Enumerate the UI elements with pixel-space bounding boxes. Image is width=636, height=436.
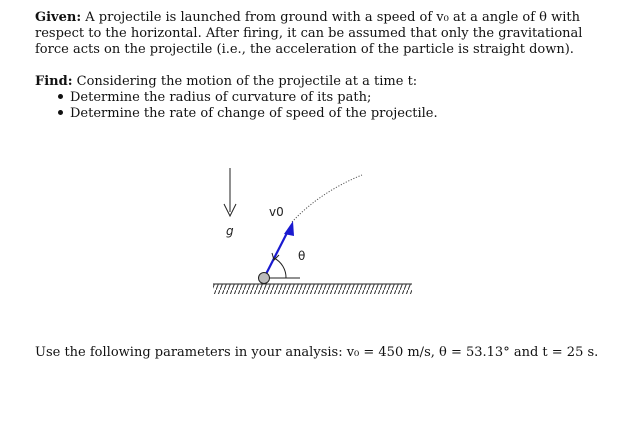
list-item-text: Determine the rate of change of speed of the projectile. xyxy=(70,106,438,121)
ground-hatching xyxy=(213,284,412,294)
list-item-text: Determine the radius of curvature of its path; xyxy=(70,90,372,105)
gravity-label: g xyxy=(226,224,234,238)
velocity-label: v0 xyxy=(269,205,284,219)
angle-arc xyxy=(274,258,286,278)
find-text: Considering the motion of the projectile at a time t: xyxy=(76,74,418,89)
parameters-paragraph: Use the following parameters in your analysis: v₀ = 450 m/s, θ = 53.13° and t = 25 s. xyxy=(35,345,599,360)
angle-label: θ xyxy=(298,249,306,263)
gravity-arrow xyxy=(224,168,236,216)
find-label: Find: xyxy=(35,74,73,89)
given-text: A projectile is launched from ground with a speed of v₀ at a angle of θ with respect to the horizontal. After firing, it can be assumed that only the gravitational force acts on the projectile (i.e., the acceleration of the particle is straight down). xyxy=(35,10,583,57)
trajectory-path xyxy=(292,175,362,222)
velocity-arrow xyxy=(264,221,294,278)
given-label: Given: xyxy=(35,10,82,25)
projectile-ball xyxy=(259,273,270,284)
